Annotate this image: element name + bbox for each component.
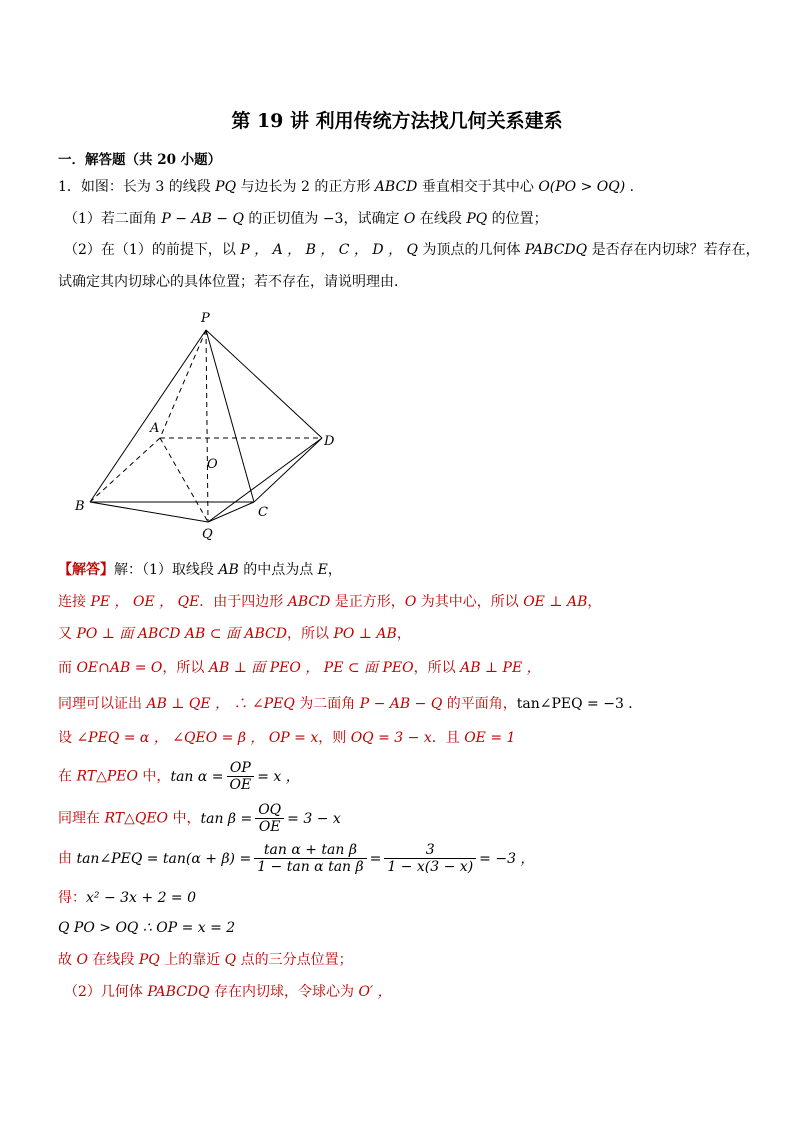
edge-PB [90,330,206,502]
solution-line-5: 同理可以证出 AB ⊥ QE ， ∴ ∠PEQ 为二面角 P − AB − Q 的平面角，tan∠PEQ = −3 ． [58,696,643,712]
segment-PQ-hidden [206,330,208,522]
solution-line-11: Q PO > OQ ∴ OP = x = 2 [58,920,236,936]
solution-line-7: 在 RT△PEO 中，tan α = $\frac{OP}{OE}$ = x ， [58,760,300,793]
edge-BQ [90,502,208,522]
page-title: 第 19 讲 利用传统方法找几何关系建系 [231,110,563,132]
problem-line-1: 1．如图：长为 3 的线段 PQ 与边长为 2 的正方形 ABCD 垂直相交于其中心 O(PO > OQ) ． [58,179,644,195]
label-D: D [324,434,335,449]
solution-line-2: 连接 PE ， OE ， QE．由于四边形 ABCD 是正方形，O 为其中心，所以 OE ⊥ AB， [58,594,602,610]
edge-AQ-hidden [160,438,208,522]
solution-line-12: 故 O 在线段 PQ 上的靠近 Q 点的三分点位置； [58,952,353,968]
section-heading: 一．解答题（共 20 小题） [58,152,222,168]
edge-PC [206,330,254,502]
edge-AB-hidden [90,438,160,502]
solution-line-8: 同理在 RT△QEO 中，tan β = $\frac{OQ}{OE}$ = 3 − x [58,802,341,835]
problem-question-1: （1）若二面角 P − AB − Q 的正切值为 −3，试确定 O 在线段 PQ 的位置； [64,211,548,227]
solution-line-4: 而 OE∩AB = O，所以 AB ⊥ 面 PEO ， PE ⊂ 面 PEO，所以 AB ⊥ PE ， [58,660,541,676]
label-O: O [207,457,218,472]
solution-line-3: 又 PO ⊥ 面 ABCD AB ⊂ 面 ABCD，所以 PO ⊥ AB， [58,626,411,642]
problem-question-2-cont: 试确定其内切球心的具体位置；若不存在，请说明理由． [58,274,408,290]
problem-question-2: （2）在（1）的前提下，以 P ， A ， B ， C ， D ， Q 为顶点的几何体 PABCDQ 是否存在内切球？若存在， [64,242,760,258]
edge-PD [206,330,322,438]
label-A: A [150,421,160,436]
edge-CD [254,438,322,502]
label-P: P [201,311,210,326]
label-Q: Q [202,527,213,542]
label-C: C [258,505,268,520]
label-B: B [75,499,85,514]
solution-line-9: 由 tan∠PEQ = tan(α + β) = $\frac{\text{tan α + tan β}}{\text{1 − tan α tan β}}$ = $\frac{3}{1 - x(3 - x)}$ = −3 ， [58,842,535,875]
solution-line-10: 得：x² − 3x + 2 = 0 [58,890,197,906]
solution-tag: 【解答】 [58,562,114,578]
solution-line-1: 【解答】解：（1）取线段 AB 的中点为点 E， [58,562,342,578]
solution-line-13: （2）几何体 PABCDQ 存在内切球，令球心为 O′ ， [64,984,392,1000]
edge-PA-hidden [160,330,206,438]
solution-line-6: 设 ∠PEQ = α ， ∠QEO = β ， OP = x，则 OQ = 3 − x．且 OE = 1 [58,730,516,746]
octahedron-figure [60,300,350,545]
